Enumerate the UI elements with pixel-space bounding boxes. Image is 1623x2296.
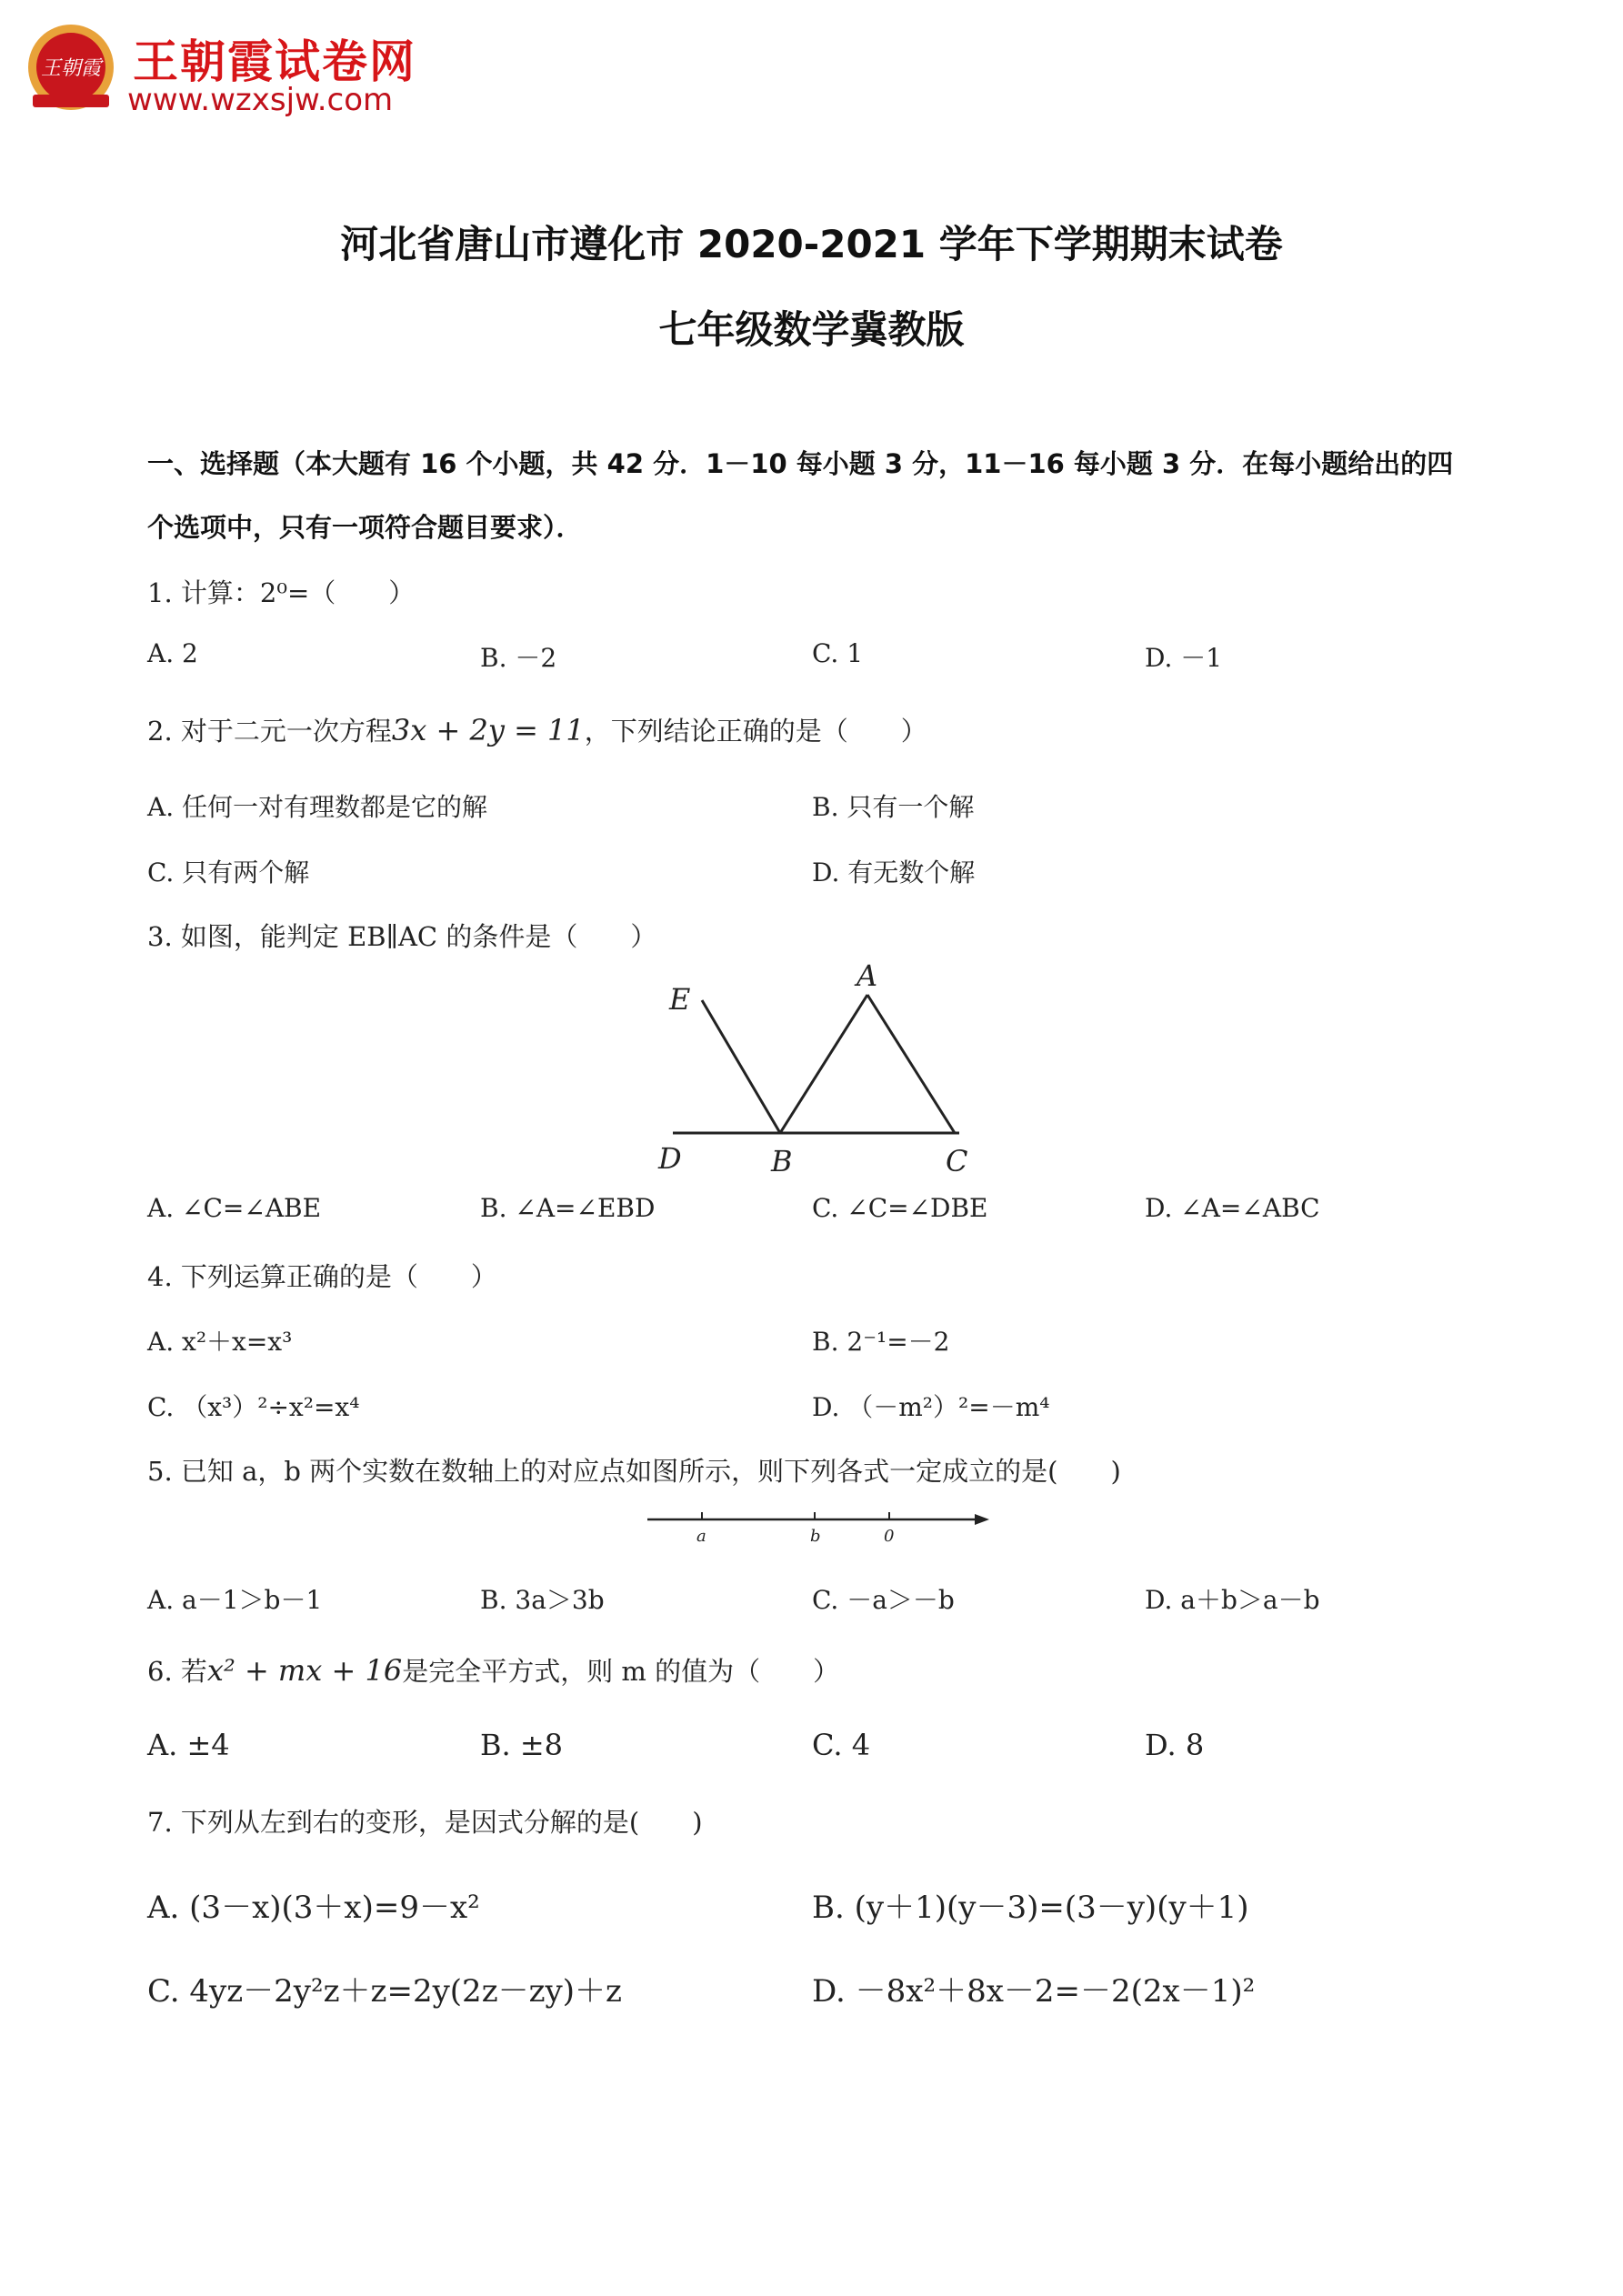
- q2-equation: 3x + 2y = 11: [391, 713, 585, 747]
- line-ba: [780, 995, 867, 1133]
- q5-option-c: C. －a＞－b: [812, 1585, 955, 1615]
- logo-name: 王朝霞试卷网: [133, 35, 416, 88]
- q1-option-a: A. 2: [147, 638, 198, 668]
- label-e: E: [669, 982, 691, 1017]
- q3-stem: 3. 如图，能判定 EB∥AC 的条件是（ ）: [147, 921, 657, 952]
- q4-option-a: A. x²＋x=x³: [147, 1327, 293, 1357]
- q3-option-d: D. ∠A=∠ABC: [1145, 1193, 1320, 1223]
- q2-option-c: C. 只有两个解: [147, 857, 310, 887]
- q2-stem-pre: 2. 对于二元一次方程: [147, 716, 392, 747]
- site-logo: [25, 18, 416, 123]
- q6-expression: x² + mx + 16: [206, 1653, 403, 1688]
- label-a: A: [857, 964, 878, 993]
- section-heading-line1: 一、选择题（本大题有 16 个小题，共 42 分．1－10 每小题 3 分，11－16 每小题 3 分．在每小题给出的四: [147, 448, 1454, 479]
- line-ac: [867, 995, 955, 1133]
- logo-badge-icon: [25, 22, 116, 113]
- q2-option-d: D. 有无数个解: [812, 857, 976, 887]
- label-d: D: [658, 1141, 682, 1176]
- q5-option-a: A. a－1＞b－1: [147, 1585, 323, 1615]
- q7-option-c: C. 4yz－2y²z＋z=2y(2z－zy)＋z: [147, 1973, 622, 2010]
- q1-option-d: D. －1: [1145, 643, 1223, 673]
- line-eb: [702, 1000, 780, 1133]
- q1-stem: 1. 计算：2⁰=（ ）: [147, 577, 416, 608]
- q6-stem-pre: 6. 若: [147, 1656, 207, 1687]
- q3-triangle-figure: [636, 964, 1000, 1182]
- q4-option-c: C. （x³）²÷x²=x⁴: [147, 1392, 360, 1422]
- axis-arrow-icon: [975, 1514, 989, 1525]
- exam-subtitle: 七年级数学冀教版: [658, 307, 965, 352]
- q6-option-a: A. ±4: [147, 1728, 230, 1762]
- q3-option-a: A. ∠C=∠ABE: [147, 1193, 322, 1223]
- q7-stem: 7. 下列从左到右的变形，是因式分解的是( ): [147, 1807, 703, 1838]
- q1-option-b: B. －2: [480, 643, 557, 673]
- q6-option-b: B. ±8: [480, 1728, 564, 1762]
- q5-stem: 5. 已知 a，b 两个实数在数轴上的对应点如图所示，则下列各式一定成立的是( ): [147, 1456, 1121, 1487]
- exam-title: 河北省唐山市遵化市 2020-2021 学年下学期期末试卷: [340, 222, 1283, 266]
- q3-option-b: B. ∠A=∠EBD: [480, 1193, 656, 1223]
- badge-text: 王朝霞: [40, 57, 102, 80]
- label-c: C: [946, 1144, 968, 1178]
- q1-option-c: C. 1: [812, 638, 864, 668]
- q5-number-line: [646, 1505, 991, 1559]
- q3-option-c: C. ∠C=∠DBE: [812, 1193, 988, 1223]
- axis-label-a: a: [696, 1527, 706, 1546]
- q4-option-b: B. 2⁻¹=－2: [812, 1327, 950, 1357]
- q6-option-d: D. 8: [1145, 1728, 1205, 1762]
- q2-stem: [147, 711, 927, 748]
- axis-label-b: b: [810, 1527, 821, 1546]
- q6-stem-post: 是完全平方式，则 m 的值为（ ）: [402, 1656, 840, 1687]
- section-heading-line2: 个选项中，只有一项符合题目要求）．: [147, 512, 583, 543]
- q7-option-b: B. (y＋1)(y－3)=(3－y)(y＋1): [812, 1890, 1249, 1926]
- q6-stem: [147, 1651, 839, 1689]
- q5-option-b: B. 3a＞3b: [480, 1585, 605, 1615]
- q7-option-d: D. －8x²＋8x－2=－2(2x－1)²: [812, 1973, 1256, 2010]
- logo-url[interactable]: www.wzxsjw.com: [127, 82, 394, 118]
- q2-stem-post: ，下列结论正确的是（ ）: [584, 716, 927, 747]
- q4-option-d: D. （－m²）²=－m⁴: [812, 1392, 1050, 1422]
- q4-stem: 4. 下列运算正确的是（ ）: [147, 1261, 497, 1292]
- q7-option-a: A. (3－x)(3＋x)=9－x²: [147, 1890, 480, 1926]
- axis-label-0: 0: [884, 1527, 895, 1546]
- q2-option-b: B. 只有一个解: [812, 792, 975, 822]
- q2-option-a: A. 任何一对有理数都是它的解: [147, 792, 488, 822]
- q5-option-d: D. a＋b＞a－b: [1145, 1585, 1320, 1615]
- q6-option-c: C. 4: [812, 1728, 871, 1762]
- label-b: B: [771, 1144, 793, 1178]
